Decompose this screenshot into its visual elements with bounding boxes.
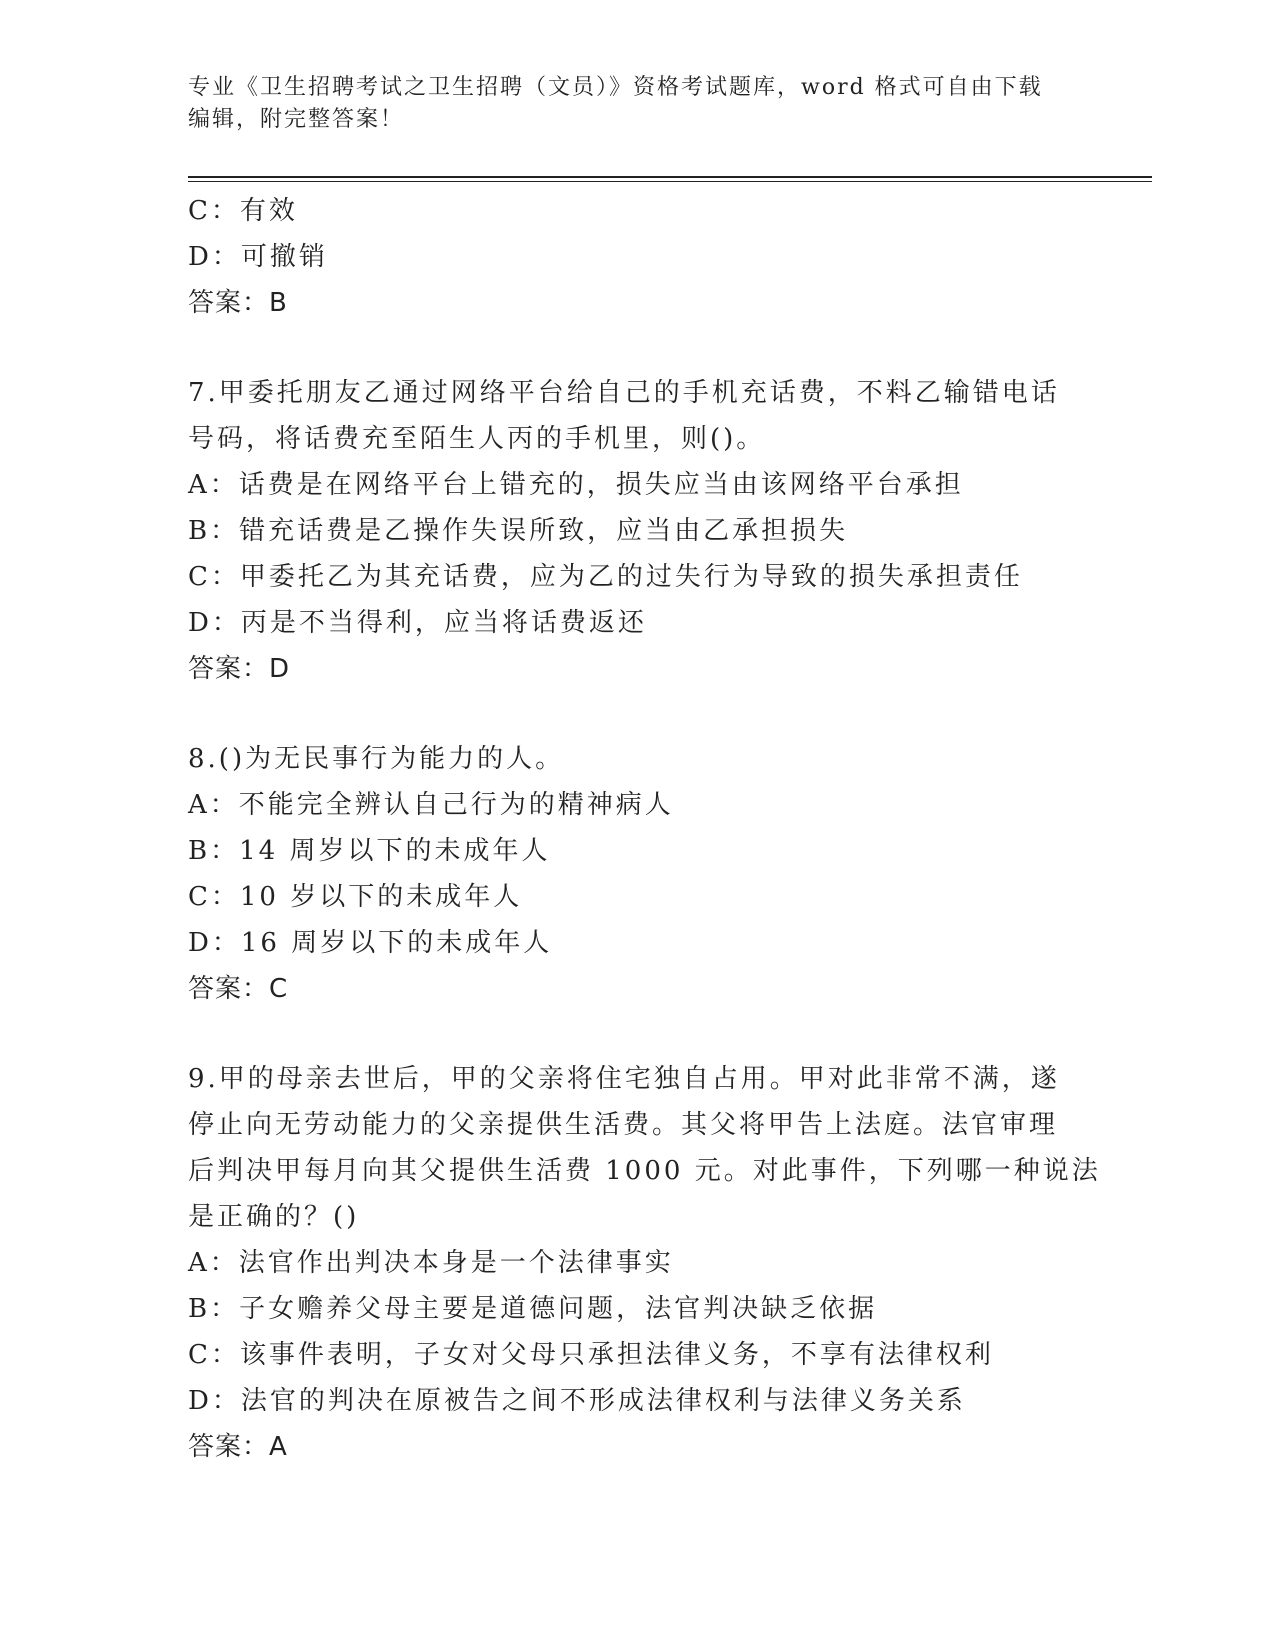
question-text-line: 7.甲委托朋友乙通过网络平台给自己的手机充话费，不料乙输错电话 — [188, 378, 1060, 408]
option-a: A：不能完全辨认自己行为的精神病人 — [188, 790, 674, 820]
answer-line: 答案：D — [188, 654, 291, 684]
answer-line: 答案：A — [188, 1432, 288, 1462]
header-line-2: 编辑，附完整答案！ — [188, 107, 405, 132]
option-c: C：该事件表明，子女对父母只承担法律义务，不享有法律权利 — [188, 1340, 994, 1370]
document-header — [188, 72, 1068, 136]
question-text-line: 9.甲的母亲去世后，甲的父亲将住宅独自占用。甲对此非常不满，遂 — [188, 1064, 1060, 1094]
header-rule-thick — [188, 176, 1152, 178]
option-d: D：可撤销 — [188, 242, 328, 272]
option-d: D：法官的判决在原被告之间不形成法律权利与法律义务关系 — [188, 1386, 966, 1416]
option-b: B：子女赡养父母主要是道德问题，法官判决缺乏依据 — [188, 1294, 878, 1324]
option-c: C：有效 — [188, 196, 298, 226]
question-6-continuation — [188, 188, 1088, 326]
option-b: B：错充话费是乙操作失误所致，应当由乙承担损失 — [188, 516, 849, 546]
option-a: A：话费是在网络平台上错充的，损失应当由该网络平台承担 — [188, 470, 964, 500]
option-c: C：甲委托乙为其充话费，应为乙的过失行为导致的损失承担责任 — [188, 562, 1023, 592]
answer-line: 答案：B — [188, 288, 288, 318]
question-9 — [188, 1056, 1101, 1470]
option-b: B：14 周岁以下的未成年人 — [188, 836, 551, 866]
question-8 — [188, 736, 1088, 1012]
option-c: C：10 岁以下的未成年人 — [188, 882, 523, 912]
option-a: A：法官作出判决本身是一个法律事实 — [188, 1248, 674, 1278]
option-d: D：16 周岁以下的未成年人 — [188, 928, 553, 958]
option-d: D：丙是不当得利，应当将话费返还 — [188, 608, 647, 638]
question-text-line: 停止向无劳动能力的父亲提供生活费。其父将甲告上法庭。法官审理 — [188, 1110, 1059, 1140]
question-7 — [188, 370, 1088, 692]
header-line-1: 专业《卫生招聘考试之卫生招聘（文员）》资格考试题库，word 格式可自由下载 — [188, 75, 1043, 100]
header-rule-thin — [188, 181, 1152, 182]
question-text-line: 8.()为无民事行为能力的人。 — [188, 744, 565, 774]
question-content — [188, 188, 1101, 1470]
answer-line: 答案：C — [188, 974, 289, 1004]
question-text-line: 号码，将话费充至陌生人丙的手机里，则()。 — [188, 424, 766, 454]
question-text-line: 后判决甲每月向其父提供生活费 1000 元。对此事件，下列哪一种说法 — [188, 1156, 1101, 1186]
question-text-line: 是正确的？() — [188, 1202, 360, 1232]
